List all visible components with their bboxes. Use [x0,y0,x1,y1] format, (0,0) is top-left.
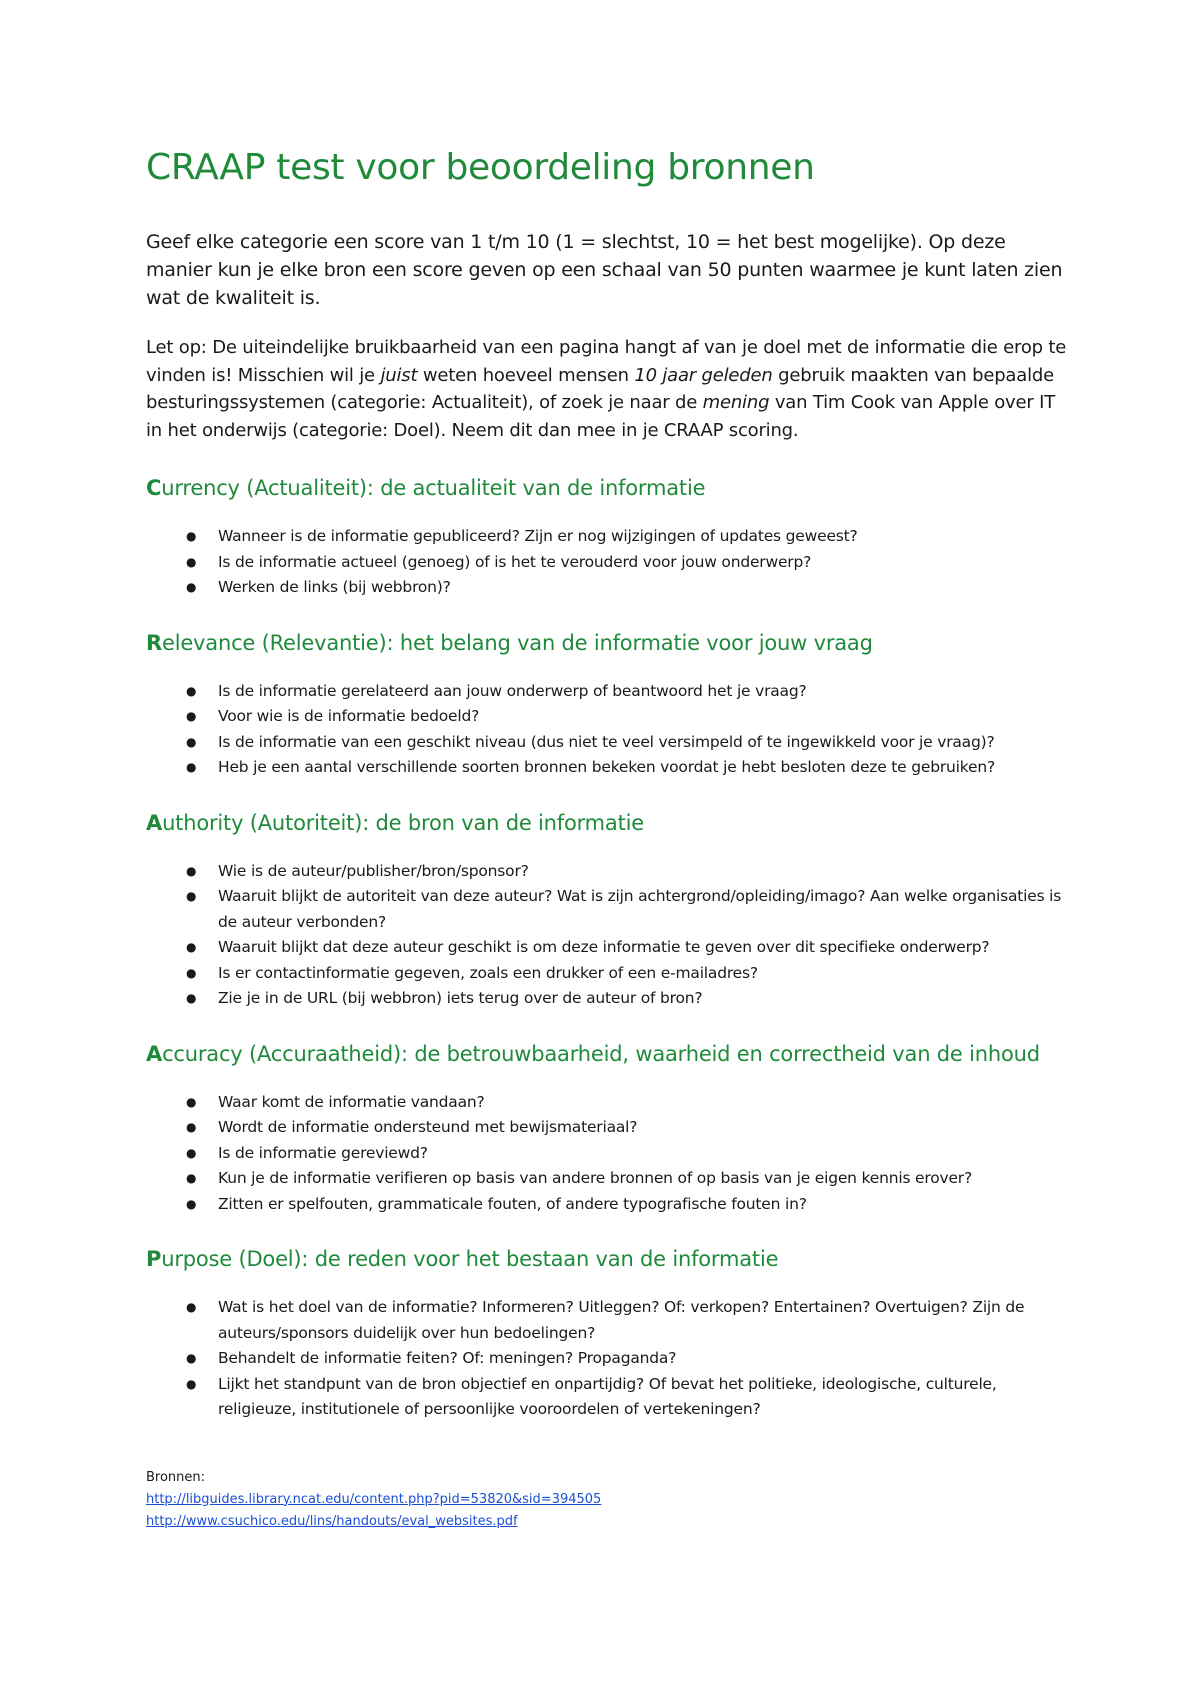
bullet-icon: ● [186,965,197,980]
bullet-icon: ● [186,991,197,1005]
section-heading-accuracy [146,1040,1100,1068]
list-item [186,1372,1078,1423]
list-item [186,961,1078,987]
bullet-icon: ● [186,1120,197,1134]
list-item [186,730,1078,756]
section-heading-relevance [146,629,1100,657]
list-item-text: Wordt de informatie ondersteund met bewijsmateriaal? [218,1118,638,1136]
sources-label: Bronnen: [146,1469,206,1485]
source-link-libguides[interactable]: http://libguides.library.ncat.edu/content.php?pid=53820&sid=394505 [146,1491,602,1507]
intro-paragraph: Geef elke categorie een score van 1 t/m 10 (1 = slechtst, 10 = het best mogelijke). Op deze manier kun je elke bron een score geven op een schaal van 50 punten waarmee je kunt laten zien wat de kwaliteit is. [146,231,1063,309]
list-item-text: Is de informatie van een geschikt niveau (dus niet te veel versimpeld of te ingewikkeld voor je vraag)? [218,732,995,751]
list-item [186,1192,1078,1218]
list-item-text: Zitten er spelfouten, grammaticale fouten, of andere typografische fouten in? [218,1194,807,1213]
list-item [186,986,1078,1012]
list-item-text: Wanneer is de informatie gepubliceerd? Zijn er nog wijzigingen of updates geweest? [218,527,858,545]
list-item-text: Wie is de auteur/publisher/bron/sponsor? [218,861,529,880]
bullet-icon: ● [186,1145,197,1160]
criteria-list-purpose [146,1295,1100,1423]
list-item-text: Is de informatie actueel (genoeg) of is het te verouderd voor jouw onderwerp? [218,552,812,571]
list-item-text: Zie je in de URL (bij webbron) iets terug over de auteur of bron? [218,989,703,1007]
list-item-text: Is de informatie gereviewd? [218,1143,428,1162]
list-item [186,679,1078,705]
section-heading-currency [146,474,1100,502]
list-item [186,1295,1078,1346]
list-item-text: Waar komt de informatie vandaan? [218,1092,485,1111]
list-item [186,524,1078,550]
note-text-3: gebruik maakten van bepaalde besturingssystemen (categorie: Actualiteit), of zoek je naar de [146,364,1054,413]
note-text-2: weten hoeveel mensen [417,364,635,386]
heading-initial: R [146,630,162,655]
bullet-icon: ● [186,580,197,594]
heading-rest: ccuracy (Accuraatheid): de betrouwbaarheid, waarheid en correctheid van de inhoud [162,1041,1040,1066]
list-item-text: Waaruit blijkt dat deze auteur geschikt is om deze informatie te geven over dit specifieke onderwerp? [218,938,990,956]
heading-rest: urpose (Doel): de reden voor het bestaan van de informatie [161,1247,779,1271]
bullet-icon: ● [186,1171,197,1185]
list-item [186,884,1078,935]
sources-block [146,1467,1100,1533]
page-title: CRAAP test voor beoordeling bronnen [146,147,815,188]
note-text-4: van Tim Cook van Apple over IT in het onderwijs (categorie: Doel). Neem dit dan mee in je CRAAP scoring. [146,392,1056,441]
heading-initial: C [146,476,162,500]
section-heading-purpose [146,1245,1100,1273]
criteria-list-authority [146,859,1100,1012]
list-item [186,1090,1078,1116]
note-emphasis-3: mening [702,392,770,413]
bullet-icon: ● [186,529,197,543]
section-heading-authority [146,809,1100,837]
note-paragraph [146,334,1076,444]
list-item-text: Voor wie is de informatie bedoeld? [218,707,480,725]
bullet-icon: ● [186,863,197,878]
list-item [186,755,1078,781]
list-item [186,575,1078,601]
heading-rest: elevance (Relevantie): het belang van de informatie voor jouw vraag [161,630,873,655]
criteria-list-accuracy [146,1090,1100,1218]
bullet-icon: ● [186,683,197,698]
list-item-text: Wat is het doel van de informatie? Informeren? Uitleggen? Of: verkopen? Entertainen? Overtuigen? Zijn de auteurs/sponsors duidelijk over hun bedoelingen? [218,1298,1025,1342]
list-item-text: Is er contactinformatie gegeven, zoals een drukker of een e-mailadres? [218,963,758,982]
bullet-icon: ● [186,734,197,749]
bullet-icon: ● [186,1376,197,1391]
list-item-text: Lijkt het standpunt van de bron objectief en onpartijdig? Of bevat het politieke, ideologische, culturele, religieuze, institutionele of persoonlijke vooroordelen of vertekeningen? [218,1374,997,1418]
list-item-text: Heb je een aantal verschillende soorten bronnen bekeken voordat je hebt besloten deze te gebruiken? [218,758,995,776]
list-item [186,550,1078,576]
heading-rest: uthority (Autoriteit): de bron van de informatie [162,810,644,835]
list-item-text: Waaruit blijkt de autoriteit van deze auteur? Wat is zijn achtergrond/opleiding/imago? Aan welke organisaties is de auteur verbonden? [218,887,1062,931]
list-item [186,704,1078,730]
list-item [186,1141,1078,1167]
criteria-list-relevance [146,679,1100,781]
list-item [186,1346,1078,1372]
bullet-icon: ● [186,1196,197,1211]
list-item-text: Werken de links (bij webbron)? [218,578,451,596]
heading-rest: urrency (Actualiteit): de actualiteit van de informatie [161,476,706,500]
bullet-icon: ● [186,1300,197,1314]
bullet-icon: ● [186,554,197,569]
heading-initial: P [146,1247,162,1271]
criteria-list-currency [146,524,1100,601]
bullet-icon: ● [186,1094,197,1109]
note-text-1: Let op: De uiteindelijke bruikbaarheid van een pagina hangt af van je doel met de informatie die erop te vinden is! Misschien wil je [146,337,1067,386]
note-emphasis-1: juist [380,364,418,386]
heading-initial: A [146,1041,163,1066]
bullet-icon: ● [186,1351,197,1365]
list-item [186,1166,1078,1192]
list-item [186,1115,1078,1141]
list-item-text: Is de informatie gerelateerd aan jouw onderwerp of beantwoord het je vraag? [218,681,807,700]
bullet-icon: ● [186,760,197,774]
note-emphasis-2: 10 jaar geleden [634,364,773,386]
source-link-csuchico[interactable]: http://www.csuchico.edu/lins/handouts/eval_websites.pdf [146,1513,518,1529]
list-item [186,859,1078,885]
list-item [186,935,1078,961]
bullet-icon: ● [186,889,197,903]
list-item-text: Kun je de informatie verifieren op basis van andere bronnen of op basis van je eigen kennis erover? [218,1169,973,1187]
heading-initial: A [146,810,163,835]
list-item-text: Behandelt de informatie feiten? Of: meningen? Propaganda? [218,1349,677,1367]
bullet-icon: ● [186,709,197,723]
bullet-icon: ● [186,940,197,954]
